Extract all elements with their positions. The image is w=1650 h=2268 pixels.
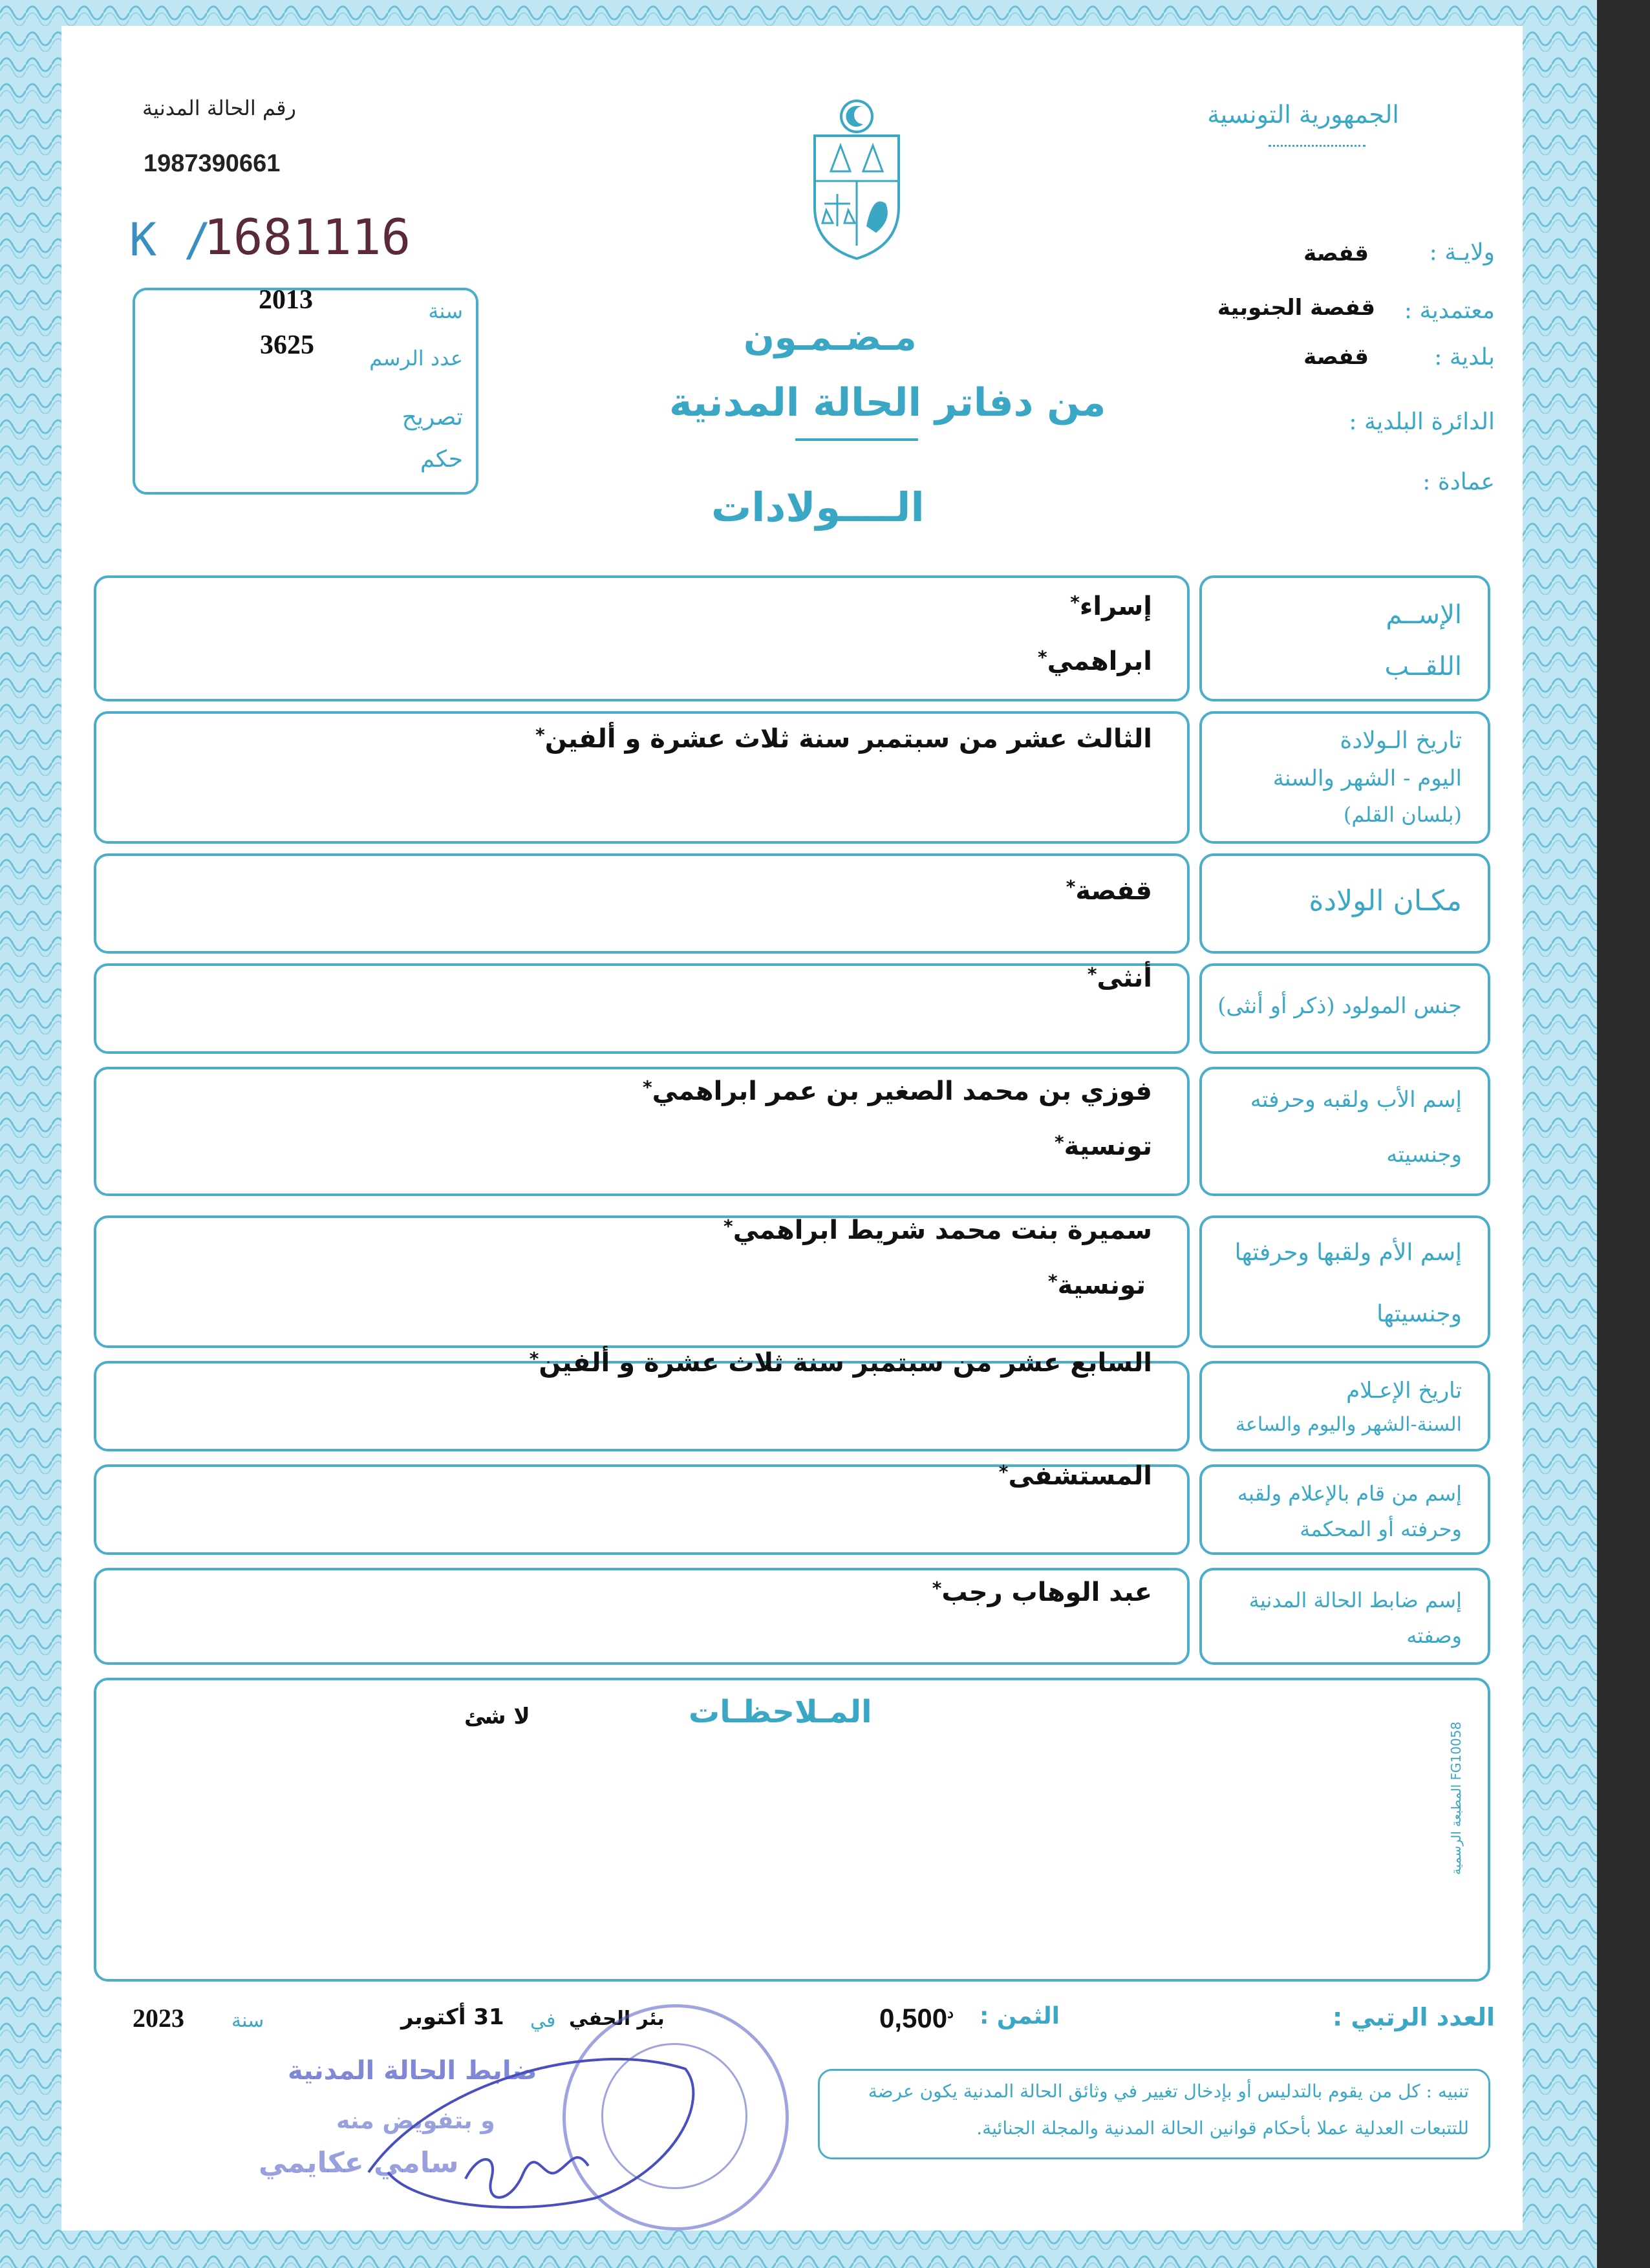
father-label-box [1199, 1067, 1490, 1196]
date-prefix: في [530, 2009, 556, 2032]
stamp-officer-name: سامي عكايمي [259, 2146, 459, 2179]
title-contents: مـضـمـون [744, 317, 917, 359]
municipality-value: قفصة [1303, 344, 1369, 370]
reg-year-label: سنة [428, 299, 463, 323]
father-nationality-label: وجنسيته [1386, 1142, 1462, 1168]
reg-number-label: عدد الرسم [369, 346, 463, 370]
serial-counter-label: العدد الرتبي : [1332, 2003, 1495, 2031]
birth-place-value-box [94, 853, 1190, 954]
sex-value-box [94, 963, 1190, 1054]
stamp-delegation: و بتفويض منه [336, 2108, 495, 2134]
printer-mark: المطبعة الرسمية FG10058 [1448, 1721, 1464, 1875]
year-label: سنة [231, 2009, 264, 2032]
sex-label: جنس المولود (ذكر أو أنثى) [1217, 993, 1462, 1019]
reg-year-value: 2013 [259, 285, 313, 315]
sex-value: أنثى* [1087, 963, 1152, 993]
handwritten-signature [349, 2011, 711, 2224]
mother-value: سميرة بنت محمد شريط ابراهمي* [723, 1215, 1152, 1245]
mother-nationality-value: تونسية* [1047, 1270, 1146, 1300]
republic-underline [1269, 136, 1366, 147]
surname-label: اللقــب [1384, 652, 1462, 681]
declarant-label-box [1199, 1464, 1490, 1555]
mother-nationality-label: وجنسيتها [1377, 1301, 1462, 1327]
title-registers: من دفاتر الحالة المدنية [669, 380, 1106, 425]
father-nationality-value: تونسية* [1054, 1131, 1152, 1161]
officer-title-label: وصفته [1406, 1623, 1462, 1648]
birth-place-label: مكـان الولادة [1309, 884, 1462, 917]
declarant-sub-label: وحرفته أو المحكمة [1300, 1517, 1462, 1541]
republic-name: الجمهورية التونسية [1207, 100, 1399, 129]
sex-label-box [1199, 963, 1490, 1054]
price-value: $0,500^د$ [879, 2003, 954, 2033]
birth-date-label-box [1199, 711, 1490, 844]
stamp-officer-title: ضابط الحالة المدنية [288, 2056, 537, 2086]
wilaya-label: ولايـة : [1429, 239, 1495, 266]
mother-label-box [1199, 1215, 1490, 1348]
name-label-box [1199, 575, 1490, 701]
declarant-value: المستشفى* [998, 1461, 1152, 1491]
warning-line-2: للتتبعات العدلية عملا بأحكام قوانين الحالة المدنية والمجلة الجنائية. [976, 2117, 1469, 2139]
delegation-label: معتمدية : [1404, 297, 1495, 324]
omda-label: عمادة : [1422, 469, 1495, 495]
surname-value: ابراهمي* [1038, 647, 1152, 676]
father-value: فوزي بن محمد الصغير بن عمر ابراهمي* [642, 1076, 1152, 1106]
title-births: الــــولادات [711, 484, 925, 531]
issue-place: بئر الحفي [569, 2007, 665, 2030]
record-number: 1987390661 [144, 150, 281, 177]
officer-label-box [1199, 1568, 1490, 1665]
first-name-label: الإســم [1386, 600, 1462, 630]
record-number-label: رقم الحالة المدنية [142, 96, 296, 120]
birth-place-value: قفصة* [1066, 876, 1152, 906]
serial-number: 1681116 [204, 208, 411, 266]
declaration-date-label: تاريخ الإعـلام [1346, 1378, 1462, 1404]
birth-date-sub-label: اليوم - الشهر والسنة [1272, 765, 1462, 791]
first-name-value: إسراء* [1070, 592, 1152, 621]
declaration-date-sub-label: السنة-الشهر واليوم والساعة [1235, 1413, 1462, 1436]
delegation-value: قفصة الجنوبية [1217, 295, 1375, 321]
name-value-box [94, 575, 1190, 701]
remarks-label: المـلاحظـات [689, 1694, 872, 1730]
officer-value: عبد الوهاب رجب* [932, 1578, 1152, 1607]
issue-date: 31 أكتوبر [401, 2004, 504, 2030]
reg-declaration-label: تصريح [402, 404, 463, 431]
officer-label: إسم ضابط الحالة المدنية [1248, 1588, 1462, 1612]
issue-year: 2023 [133, 2004, 184, 2033]
municipality-label: بلدية : [1434, 344, 1495, 370]
remarks-value: لا شئ [464, 1704, 530, 1729]
wilaya-value: قفصة [1303, 241, 1369, 266]
coat-of-arms-emblem [802, 97, 912, 265]
birth-place-label-box [1199, 853, 1490, 954]
birth-date-label: تاريخ الـولادة [1340, 727, 1462, 754]
mother-label: إسم الأم ولقبها وحرفتها [1234, 1239, 1462, 1266]
reg-number-value: 3625 [260, 330, 314, 360]
declaration-date-value: السابع عشر من سبتمبر سنة ثلاث عشرة و ألفين* [529, 1348, 1152, 1378]
district-label: الدائرة البلدية : [1349, 409, 1495, 435]
declarant-label: إسم من قام بالإعلام ولقبه [1237, 1481, 1462, 1506]
declaration-date-label-box [1199, 1361, 1490, 1451]
title-underline [795, 438, 918, 441]
warning-line-1: تنبيه : كل من يقوم بالتدليس أو بإدخال تغيير في وثائق الحالة المدنية يكون عرضة [868, 2081, 1469, 2102]
serial-prefix: K / [129, 213, 211, 266]
reg-judgment-label: حكم [420, 446, 463, 473]
father-label: إسم الأب ولقبه وحرفته [1250, 1087, 1462, 1113]
price-label: الثمن : [980, 2003, 1060, 2029]
birth-date-value: الثالث عشر من سبتمبر سنة ثلاث عشرة و ألفين* [535, 724, 1152, 754]
birth-date-note-label: (بلسان القلم) [1343, 802, 1462, 827]
